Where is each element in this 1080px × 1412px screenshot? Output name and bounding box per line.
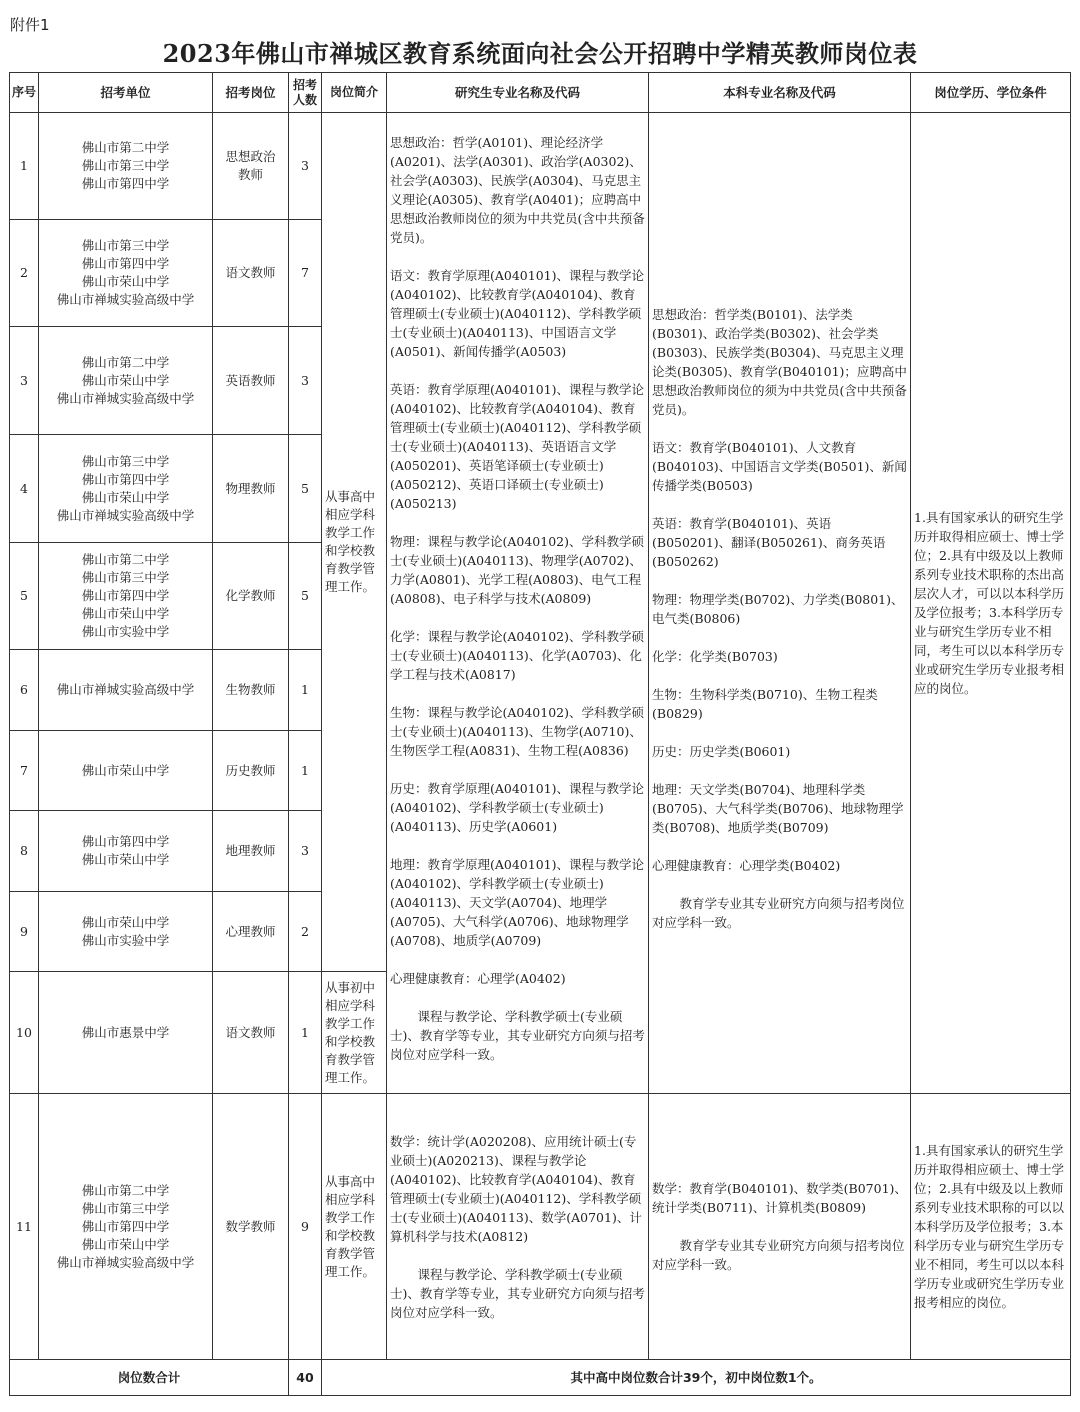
row-post: 英语教师 bbox=[213, 327, 289, 435]
row-units bbox=[39, 220, 213, 327]
row-units bbox=[39, 972, 213, 1094]
major-paragraph: 英语：教育学(B040101)、英语(B050201)、翻译(B050261)、商务英语(B050262) bbox=[652, 516, 886, 569]
intro-high: 从事高中相应学科教学工作和学校教育教学管理工作。 bbox=[322, 113, 387, 972]
requirements-a: 1.具有国家承认的研究生学历并取得相应硕士、博士学位；2.具有中级及以上教师系列专业技术职称的杰出高层次人才，可以以本科学历及学位报考；3.本科学历专业与研究生学历专业不相同，考生可以以本科学历专业或研究生学历专业报考相应的岗位。 bbox=[911, 113, 1071, 1094]
major-paragraph: 语文：教育学原理(A040101)、课程与教学论(A040102)、比较教育学(A040104)、教育管理硕士(专业硕士)(A040112)、学科教学硕士(专业硕士)(A040113)、中国语言文学(A0501)、新闻传播学(A0503) bbox=[390, 268, 644, 359]
row-count: 3 bbox=[289, 113, 322, 220]
major-paragraph: 历史：历史学类(B0601) bbox=[652, 744, 791, 759]
unit-name: 佛山市禅城实验高级中学 bbox=[56, 682, 195, 697]
major-paragraph: 物理：课程与教学论(A040102)、学科教学硕士(专业硕士)(A040113)、物理学(A0702)、力学(A0801)、光学工程(A0803)、电气工程(A0808)、电子科学与技术(A0809) bbox=[390, 534, 644, 606]
row-post: 语文教师 bbox=[213, 220, 289, 327]
table-row bbox=[10, 1094, 1071, 1360]
header-count: 招考人数 bbox=[289, 73, 322, 113]
row-count: 3 bbox=[289, 811, 322, 892]
major-paragraph: 英语：教育学原理(A040101)、课程与教学论(A040102)、比较教育学(A040104)、教育管理硕士(专业硕士)(A040112)、学科教学硕士(专业硕士)(A040113)、英语语言文学(A050201)、英语笔译硕士(专业硕士)(A050212)、英语口译硕士(专业硕士)(A050213) bbox=[390, 382, 644, 511]
unit-name: 佛山市第四中学 bbox=[81, 256, 170, 271]
header-ug-major: 本科专业名称及代码 bbox=[649, 73, 911, 113]
major-paragraph: 化学：化学类(B0703) bbox=[652, 649, 778, 664]
page-title: 2023年佛山市禅城区教育系统面向社会公开招聘中学精英教师岗位表 bbox=[162, 39, 918, 68]
post-text: 思想政治教师 bbox=[225, 149, 276, 182]
ug-math-note: 教育学专业其专业研究方向须与招考岗位对应学科一致。 bbox=[652, 1238, 905, 1272]
footer-note: 其中高中岗位数合计39个，初中岗位数1个。 bbox=[322, 1360, 1071, 1396]
unit-name: 佛山市禅城实验高级中学 bbox=[56, 292, 195, 307]
major-paragraph: 思想政治：哲学类(B0101)、法学类(B0301)、政治学类(B0302)、社会学类(B0303)、民族学类(B0304)、马克思主义理论类(B0305)、教育学(B040101)；应聘高中思想政治教师岗位的须为中共党员(含中共预备党员)。 bbox=[652, 307, 907, 417]
unit-name: 佛山市第四中学 bbox=[81, 588, 170, 603]
row-count: 3 bbox=[289, 327, 322, 435]
unit-name: 佛山市第三中学 bbox=[81, 158, 170, 173]
row-post: 语文教师 bbox=[213, 972, 289, 1094]
major-note: 课程与教学论、学科教学硕士(专业硕士)、教育学等专业，其专业研究方向须与招考岗位对应学科一致。 bbox=[390, 1009, 645, 1062]
header-intro: 岗位简介 bbox=[322, 73, 387, 113]
row-seq: 6 bbox=[10, 650, 39, 731]
row-post: 化学教师 bbox=[213, 543, 289, 650]
row-post: 心理教师 bbox=[213, 892, 289, 972]
attachment-label: 附件1 bbox=[10, 16, 50, 34]
major-paragraph: 心理健康教育：心理学类(B0402) bbox=[652, 858, 841, 873]
header-grad-major: 研究生专业名称及代码 bbox=[387, 73, 649, 113]
major-note: 教育学专业其专业研究方向须与招考岗位对应学科一致。 bbox=[652, 896, 905, 930]
major-paragraph: 化学：课程与教学论(A040102)、学科教学硕士(专业硕士)(A040113)、化学(A0703)、化学工程与技术(A0817) bbox=[390, 629, 644, 682]
row-post: 历史教师 bbox=[213, 731, 289, 811]
grad-math-note: 课程与教学论、学科教学硕士(专业硕士)、教育学等专业，其专业研究方向须与招考岗位对应学科一致。 bbox=[390, 1266, 645, 1320]
row-units bbox=[39, 543, 213, 650]
unit-name: 佛山市第四中学 bbox=[81, 1218, 170, 1234]
row-units bbox=[39, 435, 213, 543]
major-paragraph: 思想政治：哲学(A0101)、理论经济学(A0201)、法学(A0301)、政治学(A0302)、社会学(A0303)、民族学(A0304)、马克思主义理论(A0305)、教育学(A0401)；应聘高中思想政治教师岗位的须为中共党员(含中共预备党员)。 bbox=[390, 135, 645, 245]
major-paragraph: 生物：课程与教学论(A040102)、学科教学硕士(专业硕士)(A040113)、生物学(A0710)、生物医学工程(A0831)、生物工程(A0836) bbox=[390, 705, 644, 758]
unit-name: 佛山市第三中学 bbox=[81, 570, 170, 585]
intro-math: 从事高中相应学科教学工作和学校教育教学管理工作。 bbox=[322, 1094, 387, 1360]
positions-table bbox=[9, 72, 1071, 1396]
row-seq: 4 bbox=[10, 435, 39, 543]
header-unit: 招考单位 bbox=[39, 73, 213, 113]
row-count: 9 bbox=[289, 1094, 322, 1360]
row-post: 生物教师 bbox=[213, 650, 289, 731]
unit-name: 佛山市荣山中学 bbox=[81, 852, 170, 867]
row-seq: 7 bbox=[10, 731, 39, 811]
table-row bbox=[10, 113, 1071, 220]
unit-name: 佛山市第二中学 bbox=[81, 140, 170, 155]
requirements-b: 1.具有国家承认的研究生学历并取得相应硕士、博士学位；2.具有中级及以上教师系列专业技术职称的可以以本科学历及学位报考；3.本科学历专业与研究生学历专业不相同，考生可以以本科学历专业或研究生学历专业报考相应的岗位。 bbox=[911, 1094, 1071, 1360]
row-seq: 3 bbox=[10, 327, 39, 435]
row-count: 5 bbox=[289, 543, 322, 650]
row-count: 1 bbox=[289, 650, 322, 731]
unit-name: 佛山市第四中学 bbox=[81, 471, 170, 487]
row-post: 物理教师 bbox=[213, 435, 289, 543]
major-paragraph: 地理：教育学原理(A040101)、课程与教学论(A040102)、学科教学硕士(专业硕士)(A040113)、天文学(A0704)、地理学(A0705)、大气科学(A0706)、地球物理学(A0708)、地质学(A0709) bbox=[390, 857, 644, 948]
unit-name: 佛山市第四中学 bbox=[81, 176, 170, 191]
major-paragraph: 心理健康教育：心理学(A0402) bbox=[390, 971, 566, 986]
unit-name: 佛山市第二中学 bbox=[81, 354, 170, 370]
header-requirements: 岗位学历、学位条件 bbox=[911, 73, 1071, 113]
row-units bbox=[39, 731, 213, 811]
row-seq: 10 bbox=[10, 972, 39, 1094]
unit-name: 佛山市荣山中学 bbox=[81, 274, 170, 289]
unit-name: 佛山市第四中学 bbox=[81, 834, 170, 849]
unit-name: 佛山市实验中学 bbox=[81, 624, 170, 639]
major-paragraph: 语文：教育学(B040101)、人文教育(B040103)、中国语言文学类(B0501)、新闻传播学类(B0503) bbox=[652, 440, 907, 493]
row-seq: 9 bbox=[10, 892, 39, 972]
footer-total: 40 bbox=[289, 1360, 322, 1396]
header-seq: 序号 bbox=[10, 73, 39, 113]
grad-majors-a bbox=[387, 113, 649, 1094]
major-paragraph: 地理：天文学类(B0704)、地理科学类(B0705)、大气科学类(B0706)、地球物理学类(B0708)、地质学类(B0709) bbox=[652, 782, 904, 835]
row-seq: 1 bbox=[10, 113, 39, 220]
row-count: 2 bbox=[289, 892, 322, 972]
row-units bbox=[39, 811, 213, 892]
unit-name: 佛山市荣山中学 bbox=[81, 762, 170, 778]
unit-name: 佛山市第三中学 bbox=[81, 238, 170, 253]
footer-label: 岗位数合计 bbox=[10, 1360, 289, 1396]
unit-name: 佛山市第三中学 bbox=[81, 1200, 170, 1216]
row-units bbox=[39, 113, 213, 220]
header-post: 招考岗位 bbox=[213, 73, 289, 113]
ug-majors-a bbox=[649, 113, 911, 1094]
unit-name: 佛山市荣山中学 bbox=[81, 606, 170, 621]
row-seq: 5 bbox=[10, 543, 39, 650]
row-count: 1 bbox=[289, 972, 322, 1094]
major-paragraph: 历史：教育学原理(A040101)、课程与教学论(A040102)、学科教学硕士(专业硕士)(A040113)、历史学(A0601) bbox=[390, 781, 644, 834]
unit-name: 佛山市荣山中学 bbox=[81, 914, 170, 930]
row-post bbox=[213, 113, 289, 220]
unit-name: 佛山市荣山中学 bbox=[81, 372, 170, 388]
grad-math-text: 数学：统计学(A020208)、应用统计硕士(专业硕士)(A020213)、课程与教学论(A040102)、比较教育学(A040104)、教育管理硕士(专业硕士)(A040112)、学科教学硕士(专业硕士)(A040113)、数学(A0701)、计算机科学与技术(A0812) bbox=[390, 1133, 642, 1244]
unit-name: 佛山市禅城实验高级中学 bbox=[56, 1254, 195, 1270]
major-paragraph: 物理：物理学类(B0702)、力学类(B0801)、电气类(B0806) bbox=[652, 592, 904, 626]
row-units bbox=[39, 327, 213, 435]
row-seq: 11 bbox=[10, 1094, 39, 1360]
row-post: 地理教师 bbox=[213, 811, 289, 892]
row-count: 5 bbox=[289, 435, 322, 543]
unit-name: 佛山市实验中学 bbox=[81, 932, 170, 948]
row-seq: 2 bbox=[10, 220, 39, 327]
row-units bbox=[39, 1094, 213, 1360]
ug-majors-b bbox=[649, 1094, 911, 1360]
unit-name: 佛山市禅城实验高级中学 bbox=[56, 390, 195, 406]
unit-name: 佛山市荣山中学 bbox=[81, 1236, 170, 1252]
ug-math-text: 数学：教育学(B040101)、数学类(B0701)、统计学类(B0711)、计算机类(B0809) bbox=[652, 1181, 907, 1215]
unit-name: 佛山市禅城实验高级中学 bbox=[56, 507, 195, 523]
unit-name: 佛山市第二中学 bbox=[81, 1182, 170, 1198]
unit-name: 佛山市第三中学 bbox=[81, 453, 170, 469]
row-seq: 8 bbox=[10, 811, 39, 892]
row-post: 数学教师 bbox=[213, 1094, 289, 1360]
row-units bbox=[39, 892, 213, 972]
footer-row bbox=[10, 1360, 1071, 1396]
unit-name: 佛山市第二中学 bbox=[81, 552, 170, 567]
row-count: 1 bbox=[289, 731, 322, 811]
row-units bbox=[39, 650, 213, 731]
intro-junior: 从事初中相应学科教学工作和学校教育教学管理工作。 bbox=[322, 972, 387, 1094]
row-count: 7 bbox=[289, 220, 322, 327]
grad-majors-b bbox=[387, 1094, 649, 1360]
unit-name: 佛山市荣山中学 bbox=[81, 489, 170, 505]
unit-name: 佛山市惠景中学 bbox=[81, 1024, 170, 1040]
header-row bbox=[10, 73, 1071, 113]
major-paragraph: 生物：生物科学类(B0710)、生物工程类(B0829) bbox=[652, 687, 878, 721]
